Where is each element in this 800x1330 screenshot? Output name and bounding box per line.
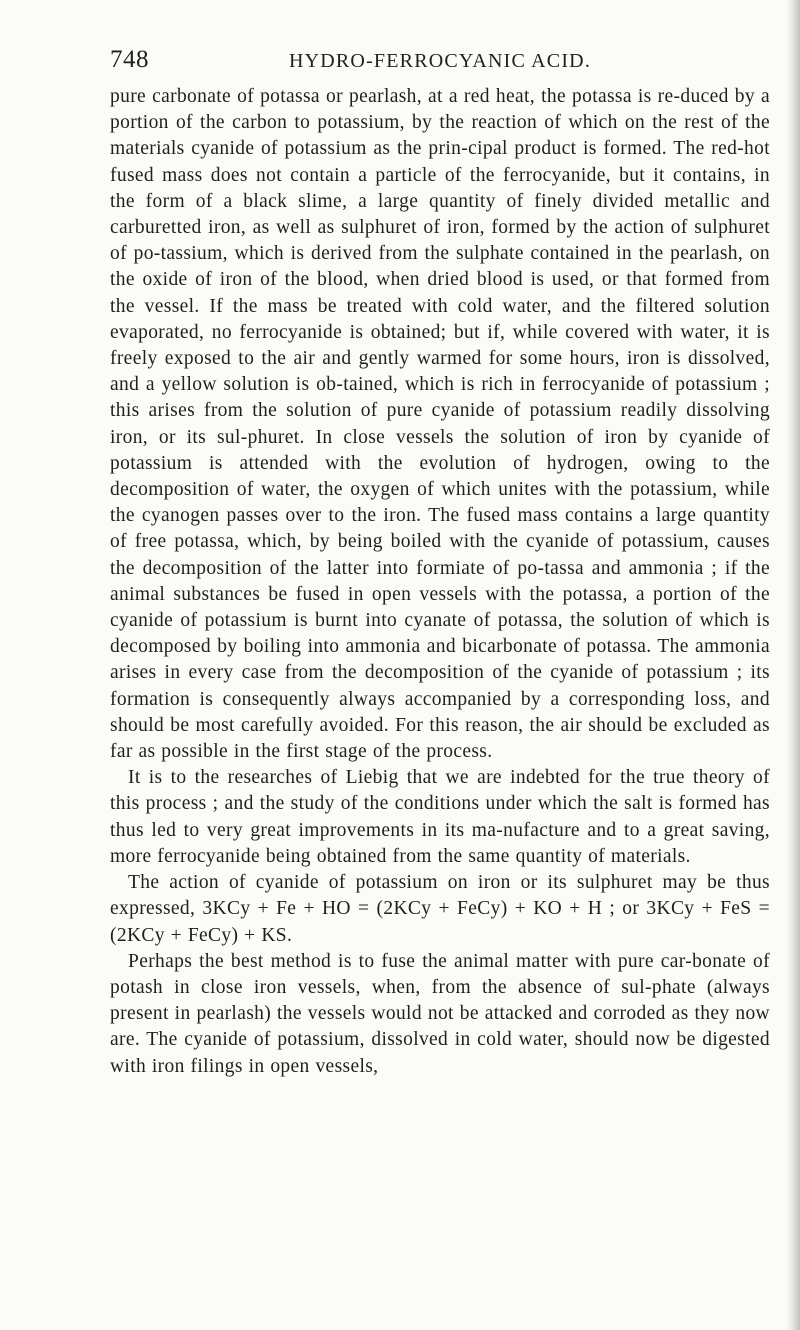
paragraph-2: It is to the researches of Liebig that we are indebted for the true theory of this process ; and the study of the conditions under which the salt is formed has thus led to very great improvements in its ma-nufacture and to a great saving, more ferrocyanide being obtained from the same quantity of materials.: [110, 767, 770, 867]
paragraph-4: Perhaps the best method is to fuse the animal matter with pure car-bonate of potash in close iron vessels, when, from the absence of sul-phate (always present in pearlash) the vessels would not be attacked and corroded as they now are. The cyanide of potassium, dissolved in cold water, should now be digested with iron filings in open vessels,: [110, 950, 770, 1077]
page-number: 748: [110, 46, 149, 73]
page-header: [110, 46, 770, 86]
running-title: HYDRO-FERROCYANIC ACID.: [288, 50, 592, 72]
page-binding-shadow: [786, 0, 800, 1330]
paragraph-3: The action of cyanide of potassium on iron or its sulphuret may be thus expressed, 3KCy + Fe + HO = (2KCy + FeCy) + KO + H ; or 3KCy + FeS = (2KCy + FeCy) + KS.: [110, 872, 770, 946]
body-text: [110, 84, 770, 1080]
paragraph-1: pure carbonate of potassa or pearlash, at a red heat, the potassa is re-duced by a portion of the carbon to potassium, by the reaction of which on the rest of the materials cyanide of potassium as the prin-cipal product is formed. The red-hot fused mass does not contain a particle of the ferrocyanide, but it contains, in the form of a black slime, a large quantity of finely divided metallic and carburetted iron, as well as sulphuret of iron, formed by the action of sulphuret of po-tassium, which is derived from the sulphate contained in the pearlash, on the oxide of iron of the blood, when dried blood is used, or that formed from the vessel. If the mass be treated with cold water, and the filtered solution evaporated, no ferrocyanide is obtained; but if, while covered with water, it is freely exposed to the air and gently warmed for some hours, iron is dissolved, and a yellow solution is ob-tained, which is rich in ferrocyanide of potassium ; this arises from the solution of pure cyanide of potassium readily dissolving iron, or its sul-phuret. In close vessels the solution of iron by cyanide of potassium is attended with the evolution of hydrogen, owing to the decomposition of water, the oxygen of which unites with the potassium, while the cyanogen passes over to the iron. The fused mass contains a large quantity of free potassa, which, by being boiled with the cyanide of potassium, causes the decomposition of the latter into formiate of po-tassa and ammonia ; if the animal substances be fused in open vessels with the potassa, a portion of the cyanide of potassium is burnt into cyanate of potassa, the solution of which is decomposed by boiling into ammonia and bicarbonate of potassa. The ammonia arises in every case from the decomposition of the cyanide of potassium ; its formation is consequently always accompanied by a corresponding loss, and should be most carefully avoided. For this reason, the air should be excluded as far as possible in the first stage of the process.: [110, 86, 770, 763]
